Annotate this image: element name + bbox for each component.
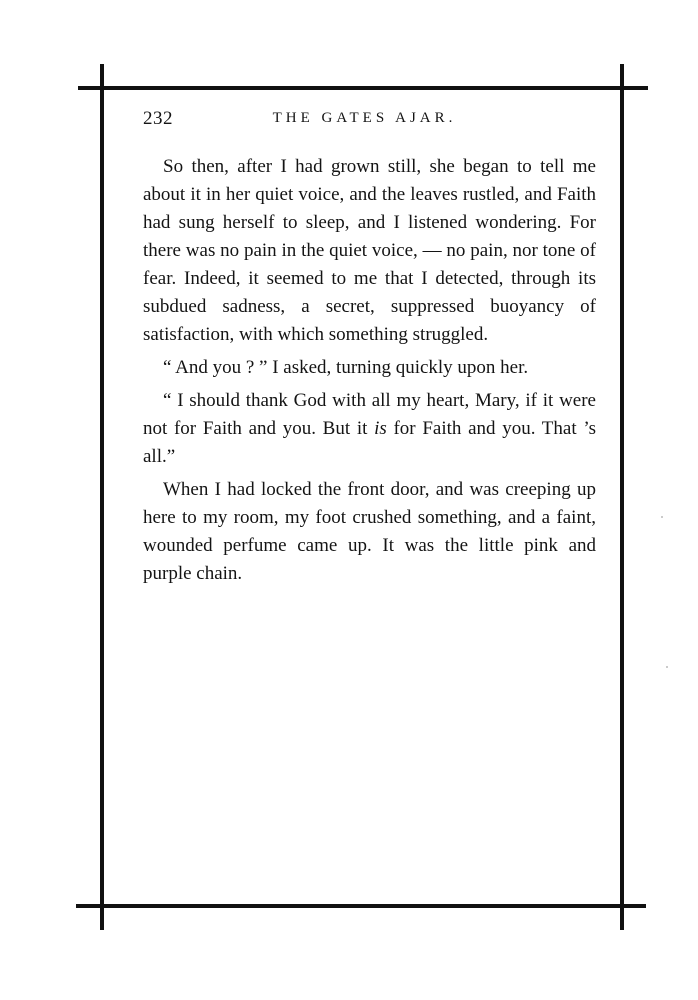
top-border-rule <box>78 86 648 90</box>
emphasized-word: is <box>374 418 387 439</box>
left-border-rule <box>100 64 104 930</box>
paper-speck <box>666 666 668 668</box>
right-border-rule <box>620 64 624 930</box>
paragraph-1: So then, after I had grown still, she began to tell me about it in her quiet voice, and the leaves rustled, and Faith had sung herself to sleep, and I listened wondering. For there was no pain in the quiet voice, — no pain, nor tone of fear. Indeed, it seemed to me that I detected, through its subdued sadness, a secret, suppressed buoyancy of satisfaction, with which something struggled. <box>143 156 596 345</box>
page-number: 232 <box>143 108 173 129</box>
paragraph-3-text-end: for Faith and you. That ’s all.” <box>143 418 596 467</box>
paragraph-4: When I had locked the front door, and was creeping up here to my room, my foot crushed something, and a faint, wounded perfume came up. It was the little pink and purple chain. <box>143 479 596 584</box>
paragraph-3 <box>143 387 596 471</box>
bottom-border-rule <box>76 904 646 908</box>
running-title: THE GATES AJAR. <box>272 110 457 126</box>
paragraph-3-text-start: “ I should thank God with all my heart, Mary, if it were not for Faith and you. But it <box>143 390 596 439</box>
paragraph-2: “ And you ? ” I asked, turning quickly upon her. <box>163 357 529 378</box>
page-body <box>143 153 596 588</box>
paper-speck <box>661 516 663 518</box>
page-header <box>143 108 596 132</box>
